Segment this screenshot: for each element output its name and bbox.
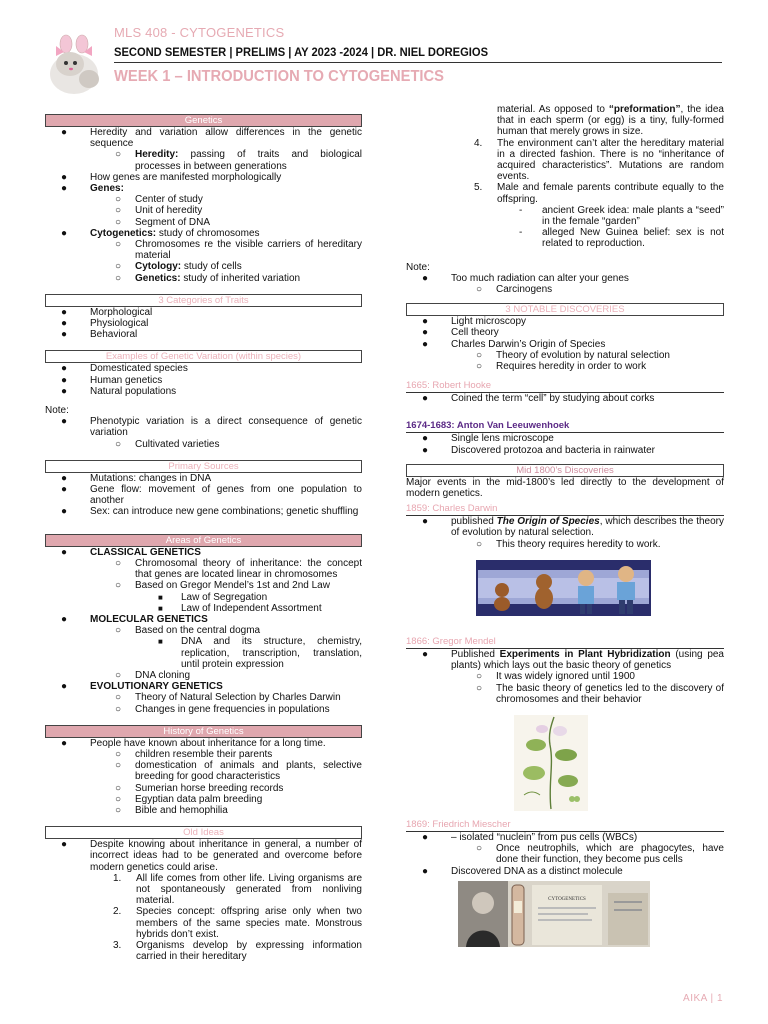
miescher-list: [406, 832, 724, 877]
list-item: ● MOLECULAR GENETICS: [61, 613, 208, 625]
list-item: ○ Changes in gene frequencies in populations: [115, 703, 330, 715]
list-item: ● Too much radiation can alter your genes: [422, 272, 629, 284]
list-item: 1. All life comes from other life. Living organisms are not spontaneously generated from nonliving material.: [113, 872, 362, 907]
leeuwenhoek-list: [406, 433, 724, 455]
list-item: ● Morphological: [61, 306, 153, 318]
list-item: ○ Genetics: study of inherited variation: [115, 272, 301, 284]
old-ideas-numbered: [45, 873, 362, 963]
section-header-genetics: Genetics: [45, 114, 362, 127]
section-header-mid-1800s: Mid 1800’s Discoveries: [406, 464, 724, 477]
list-item: ○ Requires heredity in order to work: [476, 361, 647, 373]
list-item: ● Phenotypic variation is a direct consequence of genetic variation: [61, 416, 362, 439]
list-item: ● Coined the term “cell” by studying about corks: [422, 393, 655, 405]
mendel-list: [406, 649, 724, 705]
history-list: [45, 738, 362, 816]
section-header-old-ideas: Old Ideas: [45, 826, 362, 839]
heading-miescher: 1869: Friedrich Miescher: [406, 819, 724, 832]
list-item: material. As opposed to “preformation”, the idea that in each sperm (or egg) is a tiny, fully-formed human that merely grows in size.: [497, 104, 724, 138]
semester-line: SECOND SEMESTER | PRELIMS | AY 2023 -2024 | DR. NIEL DOREGIOS: [114, 45, 489, 59]
list-item: 4. The environment can’t alter the hereditary material in a directed fashion. There is no “inheritance of acquired characteristics”. Mutations are random events.: [474, 137, 724, 183]
list-item: ● Sex: can introduce new gene combinations; genetic shuffling: [61, 506, 359, 518]
section-header-history: History of Genetics: [45, 725, 362, 738]
page-header: [0, 0, 768, 100]
list-item: ■ Law of Segregation: [158, 591, 268, 603]
list-item: ● Domesticated species: [61, 363, 188, 375]
list-item: ○ Carcinogens: [476, 284, 553, 296]
old-ideas-list: [45, 839, 362, 873]
list-item: ○ children resemble their parents: [115, 748, 273, 760]
list-item: 2. Species concept: offspring arise only when two members of the same species mate. Monstrous hybrids don’t exist.: [113, 906, 362, 940]
list-item: ● Heredity and variation allow differences in the genetic sequence: [61, 127, 362, 150]
left-column: [45, 104, 362, 962]
list-item: ○ This theory requires heredity to work.: [476, 538, 661, 550]
bunny-mascot-icon: [44, 34, 110, 96]
list-item: ○ Egyptian data palm breeding: [115, 793, 263, 805]
list-item: ○ Heredity: passing of traits and biological processes in between generations: [115, 149, 362, 172]
list-item: ○ Bible and hemophilia: [115, 804, 228, 816]
list-item: ● published The Origin of Species, which describes the theory of evolution by natural selection.: [422, 516, 724, 539]
areas-list: [45, 547, 362, 715]
header-divider: [114, 62, 722, 63]
list-item: ● People have known about inheritance for a long time.: [61, 737, 326, 749]
list-item: ● Discovered DNA as a distinct molecule: [422, 865, 623, 877]
course-code: MLS 408 - CYTOGENETICS: [114, 25, 285, 40]
list-item: ○ Center of study: [115, 194, 203, 206]
list-item: ○ The basic theory of genetics led to the discovery of chromosomes and their behavior: [476, 682, 724, 705]
section-header-notable: 3 NOTABLE DISCOVERIES: [406, 303, 724, 316]
evolution-illustration: [476, 560, 651, 616]
list-item: ● Charles Darwin’s Origin of Species: [422, 338, 606, 350]
list-item: ■ Law of Independent Assortment: [158, 602, 322, 614]
section-header-variation: Examples of Genetic Variation (within species): [45, 350, 362, 363]
list-item: - alleged New Guinea belief: sex is not related to reproduction.: [519, 227, 724, 250]
pea-plant-illustration: [514, 715, 588, 811]
sources-list: [45, 473, 362, 518]
list-item: ● Behavioral: [61, 329, 138, 341]
list-item: ● Natural populations: [61, 385, 177, 397]
miescher-photo: [458, 881, 650, 947]
traits-list: [45, 307, 362, 341]
list-item: ○ Cultivated varieties: [115, 438, 220, 450]
list-item: ● – isolated “nuclein” from pus cells (WBCs): [422, 831, 638, 843]
list-item: ○ domestication of animals and plants, selective breeding for good characteristics: [115, 760, 362, 783]
list-item: ○ It was widely ignored until 1900: [476, 671, 635, 683]
radiation-note: [406, 273, 724, 295]
list-item: ● Published Experiments in Plant Hybridization (using pea plants) which lays out the basic theory of genetics: [422, 648, 724, 672]
heading-hooke: 1665: Robert Hooke: [406, 380, 724, 393]
section-header-sources: Primary Sources: [45, 460, 362, 473]
note-label: Note:: [406, 261, 430, 273]
list-item: ● Cytogenetics: study of chromosomes: [61, 227, 260, 239]
list-item: ● Despite knowing about inheritance in general, a number of incorrect ideas had to be generated and overcome before modern genetics could arise.: [61, 839, 362, 873]
list-item: ● Genes:: [61, 183, 124, 195]
mid-1800s-text: Major events in the mid-1800’s led directly to the development of modern genetics.: [406, 476, 724, 500]
list-item: ● How genes are manifested morphologically: [61, 171, 282, 183]
list-item: ● Mutations: changes in DNA: [61, 472, 212, 484]
list-item: ● Cell theory: [422, 327, 499, 339]
list-item: ○ Cytology: study of cells: [115, 261, 242, 273]
genetics-list: [45, 127, 362, 284]
page-footer: AIKA | 1: [683, 993, 723, 1004]
darwin-list: [406, 516, 724, 550]
list-item: ○ Sumerian horse breeding records: [115, 782, 284, 794]
book-title-label: CYTOGENETICS: [548, 896, 586, 902]
list-item: ● Single lens microscope: [422, 433, 554, 445]
old-ideas-continued: [406, 104, 724, 250]
list-item: ● Light microscopy: [422, 316, 527, 328]
list-item: ○ Based on the central dogma: [115, 625, 261, 637]
list-item: 3. Organisms develop by expressing information carried in their hereditary: [113, 939, 362, 963]
section-header-areas: Areas of Genetics: [45, 534, 362, 547]
list-item: ● Physiological: [61, 318, 149, 330]
heading-darwin: 1859: Charles Darwin: [406, 503, 724, 516]
right-column: [406, 104, 724, 947]
variation-list: [45, 363, 362, 397]
list-item: ○ Unit of heredity: [115, 205, 203, 217]
list-item: ● Discovered protozoa and bacteria in rainwater: [422, 444, 655, 456]
list-item: ○ Based on Gregor Mendel’s 1st and 2nd Law: [115, 580, 330, 592]
note-label: Note:: [45, 405, 69, 417]
list-item: ○ Chromosomal theory of inheritance: the concept that genes are located linear in chromosomes: [115, 557, 362, 581]
page-title: WEEK 1 – INTRODUCTION TO CYTOGENETICS: [114, 68, 444, 85]
section-header-traits: 3 Categories of Traits: [45, 294, 362, 307]
variation-note-list: [45, 416, 362, 450]
list-item: ○ Once neutrophils, which are phagocytes, have done their function, they become pus cells: [476, 843, 724, 866]
list-item: ■ DNA and its structure, chemistry, replication, transcription, translation, until protein expression: [158, 636, 362, 670]
list-item: ● Gene flow: movement of genes from one population to another: [61, 484, 362, 507]
list-item: - ancient Greek idea: male plants a “seed” in the female “garden”: [519, 204, 724, 228]
list-item: 5. Male and female parents contribute equally to the offspring.: [474, 182, 724, 205]
list-item: ● EVOLUTIONARY GENETICS: [61, 681, 223, 693]
hooke-list: [406, 393, 724, 404]
list-item: ● Human genetics: [61, 374, 163, 386]
list-item: ○ Segment of DNA: [115, 216, 211, 228]
notable-list: [406, 316, 724, 372]
heading-mendel: 1866: Gregor Mendel: [406, 636, 724, 649]
list-item: ○ Theory of evolution by natural selection: [476, 349, 670, 361]
list-item: ○ DNA cloning: [115, 669, 191, 681]
heading-leeuwenhoek: 1674-1683: Anton Van Leeuwenhoek: [406, 420, 724, 433]
list-item: ○ Chromosomes re the visible carriers of hereditary material: [115, 239, 362, 262]
list-item: ○ Theory of Natural Selection by Charles Darwin: [115, 692, 341, 704]
list-item: ● CLASSICAL GENETICS: [61, 546, 201, 558]
